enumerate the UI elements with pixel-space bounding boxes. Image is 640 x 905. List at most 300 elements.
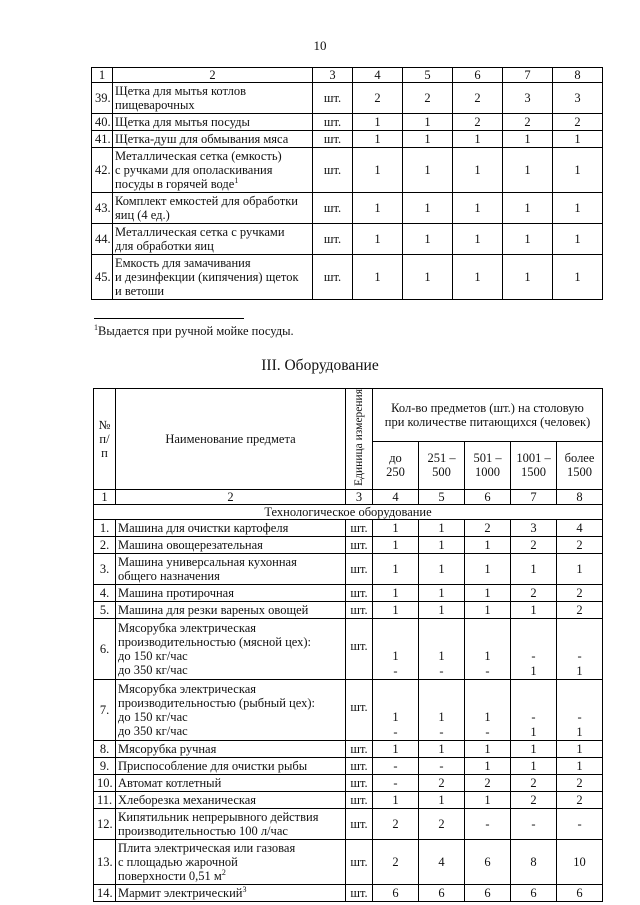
qty-value: 1 xyxy=(530,663,537,678)
table-row xyxy=(94,618,603,679)
item-name-line: Кипятильник непрерывного действия xyxy=(118,809,319,824)
column-number: 7 xyxy=(503,68,553,83)
table-row xyxy=(94,553,603,584)
qty-cell: 2 xyxy=(453,83,503,114)
header-unit-text: Единица измерения xyxy=(353,389,365,486)
table-row xyxy=(92,83,603,114)
item-name-line: с ручками для ополаскивания xyxy=(115,163,273,177)
qty-cell xyxy=(511,618,557,679)
qty-cell: 1 xyxy=(373,584,419,601)
qty-cell: 1 xyxy=(373,601,419,618)
qty-cell: 6 xyxy=(465,839,511,884)
item-name-line: Щетка для мытья посуды xyxy=(115,115,250,129)
column-number-row xyxy=(92,68,603,83)
qty-cell: - xyxy=(557,808,603,839)
item-name-line: поверхности 0,51 м xyxy=(118,868,222,883)
item-name-line: Щетка для мытья котлов xyxy=(115,84,247,98)
qty-cell: 1 xyxy=(353,193,403,224)
qty-cell: 1 xyxy=(553,148,603,193)
column-number: 5 xyxy=(419,489,465,504)
footnote-ref: 1 xyxy=(234,175,239,185)
unit-cell: шт. xyxy=(346,791,373,808)
item-name xyxy=(116,536,346,553)
item-name-line: Емкость для замачивания xyxy=(115,256,251,270)
row-number: 43. xyxy=(92,193,113,224)
item-name-line: Щетка-душ для обмывания мяса xyxy=(115,132,289,146)
qty-cell: 1 xyxy=(557,757,603,774)
qty-cell: 1 xyxy=(503,193,553,224)
item-name xyxy=(116,884,346,901)
qty-value: - xyxy=(531,648,536,663)
header-quantity-line2: при количестве питающихся (человек) xyxy=(384,414,591,429)
unit-cell: шт. xyxy=(313,224,353,255)
section-title: III. Оборудование xyxy=(261,357,379,374)
header-quantity-line1: Кол-во предметов (шт.) на столовую xyxy=(391,400,584,415)
qty-cell: 1 xyxy=(373,791,419,808)
row-number: 5. xyxy=(94,601,116,618)
row-number: 2. xyxy=(94,536,116,553)
qty-value: 1 xyxy=(438,648,445,663)
item-name-line: Машина для очистки картофеля xyxy=(118,520,289,535)
footnote xyxy=(94,324,294,339)
item-name xyxy=(113,131,313,148)
footnote-ref: 3 xyxy=(242,884,247,894)
qty-cell: 1 xyxy=(453,193,503,224)
row-number: 39. xyxy=(92,83,113,114)
qty-cell: 1 xyxy=(553,193,603,224)
column-number: 8 xyxy=(557,489,603,504)
qty-cell: 1 xyxy=(453,255,503,300)
item-name-line: Комплект емкостей для обработки xyxy=(115,194,298,208)
unit-cell: шт. xyxy=(346,808,373,839)
item-name xyxy=(116,757,346,774)
item-name-line: общего назначения xyxy=(118,568,220,583)
header-range-line: 1500 xyxy=(521,465,546,480)
item-name-line: и ветоши xyxy=(115,284,165,298)
qty-cell: - xyxy=(373,774,419,791)
footnote-divider xyxy=(94,318,244,319)
header-range-line: 1001 – xyxy=(516,451,551,466)
item-name xyxy=(113,193,313,224)
table-row xyxy=(92,114,603,131)
qty-cell: 2 xyxy=(465,519,511,536)
row-number: 40. xyxy=(92,114,113,131)
qty-value: - xyxy=(577,709,582,724)
qty-cell: 1 xyxy=(419,584,465,601)
row-number: 10. xyxy=(94,774,116,791)
qty-cell: 2 xyxy=(557,584,603,601)
qty-value: 1 xyxy=(484,648,491,663)
item-name-line: с площадью жарочной xyxy=(118,854,238,869)
item-name xyxy=(116,584,346,601)
footnote-ref: 2 xyxy=(221,867,226,877)
header-range-line: 501 – xyxy=(473,451,502,466)
page-number: 10 xyxy=(313,38,327,53)
column-number: 3 xyxy=(313,68,353,83)
qty-value: - xyxy=(439,663,444,678)
qty-cell: 1 xyxy=(465,757,511,774)
header-range-line: 1500 xyxy=(567,465,593,480)
unit-cell: шт. xyxy=(346,757,373,774)
unit-cell: шт. xyxy=(346,740,373,757)
qty-cell: 2 xyxy=(557,774,603,791)
qty-cell: 2 xyxy=(511,584,557,601)
header-num xyxy=(94,389,116,490)
qty-cell: 2 xyxy=(419,774,465,791)
qty-cell: 2 xyxy=(511,774,557,791)
footnote-marker: 1 xyxy=(94,322,98,332)
table-row xyxy=(94,740,603,757)
qty-cell: 6 xyxy=(373,884,419,901)
qty-cell: 10 xyxy=(557,839,603,884)
unit-cell: шт. xyxy=(346,536,373,553)
column-number: 1 xyxy=(94,489,116,504)
qty-cell: 1 xyxy=(373,519,419,536)
header-item-name: Наименование предмета xyxy=(116,389,346,490)
qty-cell: 3 xyxy=(511,519,557,536)
qty-cell: 1 xyxy=(419,601,465,618)
qty-cell: 1 xyxy=(465,601,511,618)
qty-cell: 6 xyxy=(465,884,511,901)
table-row xyxy=(92,148,603,193)
qty-cell: 1 xyxy=(557,740,603,757)
unit-cell: шт. xyxy=(346,618,373,679)
qty-cell xyxy=(419,618,465,679)
item-name-line: Мармит электрический xyxy=(118,885,243,900)
item-name-line: яиц (4 ед.) xyxy=(115,208,170,222)
qty-value: 1 xyxy=(484,709,491,724)
item-name-line: Мясорубка электрическая xyxy=(118,620,257,635)
equipment-header-row xyxy=(94,389,603,442)
unit-cell: шт. xyxy=(313,148,353,193)
qty-cell: 1 xyxy=(403,193,453,224)
column-number: 2 xyxy=(113,68,313,83)
item-name-line: Металлическая сетка с ручками xyxy=(115,225,285,239)
unit-cell: шт. xyxy=(346,584,373,601)
header-range xyxy=(419,441,465,489)
qty-cell: 1 xyxy=(353,224,403,255)
item-name-line: до 350 кг/час xyxy=(118,723,188,738)
column-number: 5 xyxy=(403,68,453,83)
qty-cell: 1 xyxy=(465,740,511,757)
header-range-line: 1000 xyxy=(475,465,500,480)
qty-cell: 1 xyxy=(419,553,465,584)
row-number: 12. xyxy=(94,808,116,839)
qty-cell xyxy=(465,679,511,740)
qty-cell: 2 xyxy=(511,536,557,553)
unit-cell: шт. xyxy=(346,839,373,884)
unit-cell: шт. xyxy=(346,884,373,901)
item-name-line: Машина универсальная кухонная xyxy=(118,554,297,569)
qty-cell xyxy=(465,618,511,679)
header-range-line: до xyxy=(389,451,402,466)
item-name-line: и дезинфекции (кипячения) щеток xyxy=(115,270,299,284)
qty-cell: 1 xyxy=(403,148,453,193)
group-row xyxy=(94,504,603,519)
item-name xyxy=(116,519,346,536)
qty-cell: 1 xyxy=(511,601,557,618)
item-name-line: пищеварочных xyxy=(115,98,195,112)
item-name-line: производительностью (рыбный цех): xyxy=(118,695,315,710)
qty-cell: 1 xyxy=(503,148,553,193)
qty-cell: 1 xyxy=(453,148,503,193)
qty-cell: 1 xyxy=(373,536,419,553)
item-name xyxy=(113,114,313,131)
table-row xyxy=(94,884,603,901)
row-number: 1. xyxy=(94,519,116,536)
qty-cell: 2 xyxy=(511,791,557,808)
unit-cell: шт. xyxy=(313,255,353,300)
item-name-line: производительностью 100 л/час xyxy=(118,823,288,838)
unit-cell: шт. xyxy=(313,114,353,131)
header-range xyxy=(373,441,419,489)
item-name xyxy=(116,553,346,584)
row-number: 11. xyxy=(94,791,116,808)
qty-cell xyxy=(511,679,557,740)
qty-cell: 1 xyxy=(403,224,453,255)
item-name-line: Мясорубка электрическая xyxy=(118,681,257,696)
qty-cell xyxy=(557,618,603,679)
qty-cell: 1 xyxy=(453,131,503,148)
item-name-line: Плита электрическая или газовая xyxy=(118,840,296,855)
qty-cell xyxy=(373,618,419,679)
item-name-line: Машина для резки вареных овощей xyxy=(118,602,309,617)
header-unit xyxy=(346,389,373,490)
unit-cell: шт. xyxy=(346,601,373,618)
qty-value: - xyxy=(531,709,536,724)
qty-cell: 1 xyxy=(557,553,603,584)
qty-cell: 8 xyxy=(511,839,557,884)
row-number: 9. xyxy=(94,757,116,774)
item-name xyxy=(113,148,313,193)
qty-value: 1 xyxy=(530,724,537,739)
group-title: Технологическое оборудование xyxy=(94,504,603,519)
qty-cell: 4 xyxy=(557,519,603,536)
table-row xyxy=(94,839,603,884)
qty-cell: 1 xyxy=(511,757,557,774)
qty-cell xyxy=(557,679,603,740)
table-row xyxy=(92,193,603,224)
qty-cell: 1 xyxy=(373,740,419,757)
qty-cell: 2 xyxy=(419,808,465,839)
qty-cell: 2 xyxy=(503,114,553,131)
header-range xyxy=(465,441,511,489)
row-number: 45. xyxy=(92,255,113,300)
qty-value: - xyxy=(393,663,398,678)
column-number-row xyxy=(94,489,603,504)
unit-cell: шт. xyxy=(313,131,353,148)
item-name-line: посуды в горячей воде xyxy=(115,177,235,191)
row-number: 7. xyxy=(94,679,116,740)
qty-value: - xyxy=(485,663,490,678)
qty-cell: - xyxy=(419,757,465,774)
item-name xyxy=(116,740,346,757)
unit-cell: шт. xyxy=(313,193,353,224)
header-range-line: 251 – xyxy=(427,451,456,466)
item-name xyxy=(116,774,346,791)
header-range-line: 500 xyxy=(432,465,451,480)
column-number: 8 xyxy=(553,68,603,83)
column-number: 2 xyxy=(116,489,346,504)
item-name xyxy=(116,601,346,618)
qty-cell: 1 xyxy=(403,131,453,148)
qty-cell: 1 xyxy=(465,553,511,584)
item-name-line: Хлеборезка механическая xyxy=(118,792,257,807)
row-number: 44. xyxy=(92,224,113,255)
row-number: 8. xyxy=(94,740,116,757)
qty-cell: 2 xyxy=(553,114,603,131)
qty-cell xyxy=(373,679,419,740)
row-number: 6. xyxy=(94,618,116,679)
item-name xyxy=(113,83,313,114)
qty-cell: 1 xyxy=(353,255,403,300)
item-name xyxy=(113,224,313,255)
qty-value: 1 xyxy=(392,709,399,724)
table-row xyxy=(94,808,603,839)
qty-value: 1 xyxy=(576,663,583,678)
qty-cell: 4 xyxy=(419,839,465,884)
qty-value: - xyxy=(577,648,582,663)
qty-cell: 2 xyxy=(353,83,403,114)
qty-cell: 1 xyxy=(419,536,465,553)
qty-cell: 1 xyxy=(503,224,553,255)
qty-cell: 6 xyxy=(419,884,465,901)
header-num-line2: п/п xyxy=(99,431,110,460)
qty-cell: 1 xyxy=(353,148,403,193)
qty-cell: 2 xyxy=(557,601,603,618)
header-quantity-group xyxy=(373,389,603,442)
qty-cell: 1 xyxy=(419,519,465,536)
qty-value: - xyxy=(485,724,490,739)
unit-cell: шт. xyxy=(346,774,373,791)
header-range-line: 250 xyxy=(386,465,405,480)
table-row xyxy=(94,536,603,553)
qty-value: 1 xyxy=(392,648,399,663)
qty-cell: 3 xyxy=(553,83,603,114)
qty-cell: 1 xyxy=(553,131,603,148)
footnote-text: Выдается при ручной мойке посуды. xyxy=(98,324,294,338)
item-name xyxy=(116,679,346,740)
table-row xyxy=(94,791,603,808)
qty-cell: 2 xyxy=(557,791,603,808)
qty-cell: 1 xyxy=(353,114,403,131)
qty-cell: 1 xyxy=(465,536,511,553)
item-name-line: Машина овощерезательная xyxy=(118,537,263,552)
column-number: 6 xyxy=(465,489,511,504)
table-row xyxy=(94,679,603,740)
qty-cell: 1 xyxy=(553,255,603,300)
qty-cell: 2 xyxy=(465,774,511,791)
qty-cell: 1 xyxy=(453,224,503,255)
qty-cell xyxy=(419,679,465,740)
qty-cell: - xyxy=(465,808,511,839)
item-name xyxy=(116,618,346,679)
item-name xyxy=(116,839,346,884)
item-name-line: Металлическая сетка (емкость) xyxy=(115,149,282,163)
qty-cell: - xyxy=(511,808,557,839)
table-row xyxy=(92,255,603,300)
column-number: 1 xyxy=(92,68,113,83)
header-range xyxy=(511,441,557,489)
item-name-line: Приспособление для очистки рыбы xyxy=(118,758,308,773)
item-name-line: производительностью (мясной цех): xyxy=(118,634,312,649)
item-name-line: Мясорубка ручная xyxy=(118,741,217,756)
qty-cell: 1 xyxy=(503,131,553,148)
qty-cell: 1 xyxy=(373,553,419,584)
column-number: 3 xyxy=(346,489,373,504)
table-row xyxy=(94,774,603,791)
item-name xyxy=(116,791,346,808)
unit-cell: шт. xyxy=(346,679,373,740)
unit-cell: шт. xyxy=(346,553,373,584)
row-number: 42. xyxy=(92,148,113,193)
row-number: 41. xyxy=(92,131,113,148)
unit-cell: шт. xyxy=(313,83,353,114)
qty-value: - xyxy=(393,724,398,739)
row-number: 4. xyxy=(94,584,116,601)
column-number: 7 xyxy=(511,489,557,504)
qty-cell: 2 xyxy=(557,536,603,553)
header-range xyxy=(557,441,603,489)
qty-value: - xyxy=(439,724,444,739)
qty-cell: 2 xyxy=(403,83,453,114)
table-row xyxy=(94,601,603,618)
table-row xyxy=(94,519,603,536)
column-number: 4 xyxy=(373,489,419,504)
column-number: 6 xyxy=(453,68,503,83)
qty-cell: 6 xyxy=(557,884,603,901)
unit-cell: шт. xyxy=(346,519,373,536)
qty-cell: 1 xyxy=(553,224,603,255)
qty-cell: 1 xyxy=(511,553,557,584)
header-num-line1: № xyxy=(98,417,111,432)
qty-cell: 2 xyxy=(453,114,503,131)
qty-value: 1 xyxy=(576,724,583,739)
table-row xyxy=(94,584,603,601)
qty-cell: - xyxy=(373,757,419,774)
qty-cell: 1 xyxy=(465,584,511,601)
row-number: 14. xyxy=(94,884,116,901)
table-row xyxy=(94,757,603,774)
column-number: 4 xyxy=(353,68,403,83)
supplies-table-continued xyxy=(91,67,603,300)
qty-cell: 1 xyxy=(353,131,403,148)
item-name xyxy=(113,255,313,300)
qty-cell: 1 xyxy=(419,791,465,808)
item-name-line: до 150 кг/час xyxy=(118,709,188,724)
qty-cell: 3 xyxy=(503,83,553,114)
item-name-line: до 350 кг/час xyxy=(118,662,188,677)
table-row xyxy=(92,224,603,255)
qty-cell: 6 xyxy=(511,884,557,901)
row-number: 3. xyxy=(94,553,116,584)
item-name-line: Машина протирочная xyxy=(118,585,234,600)
header-range-line: более xyxy=(564,451,595,466)
row-number: 13. xyxy=(94,839,116,884)
qty-value: 1 xyxy=(438,709,445,724)
equipment-table xyxy=(93,388,603,902)
item-name-line: для обработки яиц xyxy=(115,239,214,253)
table-row xyxy=(92,131,603,148)
qty-cell: 1 xyxy=(403,114,453,131)
qty-cell: 2 xyxy=(373,839,419,884)
qty-cell: 1 xyxy=(511,740,557,757)
qty-cell: 1 xyxy=(403,255,453,300)
item-name-line: Автомат котлетный xyxy=(118,775,222,790)
qty-cell: 1 xyxy=(503,255,553,300)
item-name xyxy=(116,808,346,839)
qty-cell: 2 xyxy=(373,808,419,839)
